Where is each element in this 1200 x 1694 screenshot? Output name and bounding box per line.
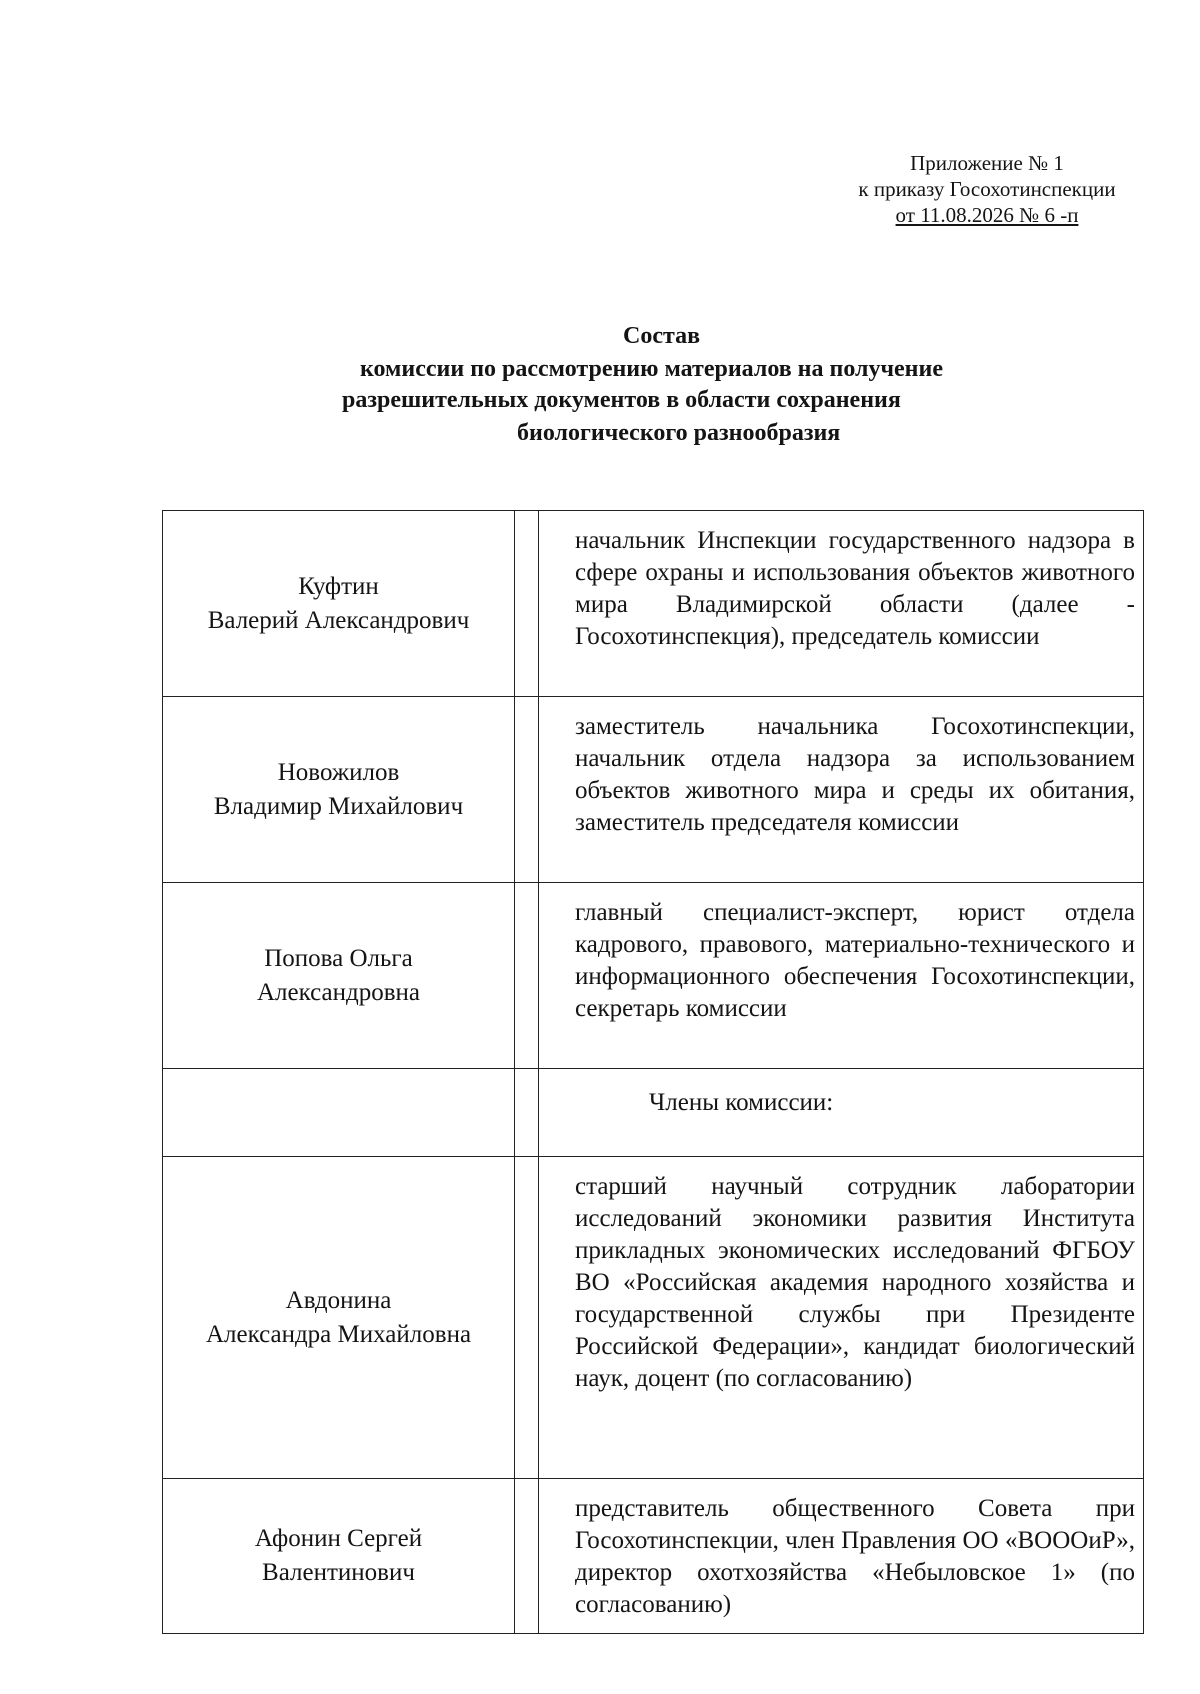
member-name: [163, 1479, 515, 1633]
member-given-names: Владимир Михайлович: [213, 792, 464, 820]
table-row: [163, 1479, 1143, 1633]
title-line-3: разрешительных документов в области сохранения: [342, 387, 901, 413]
table-row: [163, 511, 1143, 697]
appendix-number: Приложение № 1: [910, 151, 1064, 175]
member-name: [163, 1157, 515, 1478]
members-section-label: Члены комиссии:: [649, 1089, 834, 1116]
member-surname: Авдонина: [285, 1286, 392, 1314]
table-divider-column: [515, 1157, 539, 1478]
member-description: заместитель начальника Госохотинспекции, начальник отдела надзора за использованием объектов животного мира и среды их обитания, заместитель председателя комиссии: [575, 713, 1135, 836]
appendix-order-date: от 11.08.2026 № 6 -п: [895, 203, 1079, 227]
member-given-names: Александра Михайловна: [205, 1320, 472, 1348]
member-given-names: Валентинович: [262, 1559, 415, 1586]
table-row: [163, 1157, 1143, 1479]
appendix-header: [822, 150, 1152, 228]
member-description: главный специалист-эксперт, юрист отдела кадрового, правового, материально-технического и информационного обеспечения Госохотинспекции, секретарь комиссии: [575, 899, 1135, 1022]
table-divider-column: [515, 697, 539, 882]
member-description: представитель общественного Совета при Госохотинспекции, член Правления ОО «ВОООиР», директор охотхозяйства «Небыловское 1» (по согласованию): [575, 1495, 1135, 1618]
table-row: [163, 697, 1143, 883]
title-line-1: Состав: [623, 323, 701, 349]
member-surname: Новожилов: [277, 758, 400, 786]
empty-name-cell: [163, 1069, 515, 1156]
commission-table: [162, 510, 1144, 1634]
member-surname: Афонин Сергей: [254, 1525, 423, 1552]
table-row-section: [163, 1069, 1143, 1157]
table-divider-column: [515, 883, 539, 1068]
member-given-names: Александровна: [256, 978, 421, 1006]
member-name: [163, 697, 515, 882]
table-divider-column: [515, 511, 539, 696]
member-description: старший научный сотрудник лаборатории исследований экономики развития Института прикладных экономических исследований ФГБОУ ВО «Российская академия народного хозяйства и государственной службы при Президенте Российской Федерации», кандидат биологический наук, доцент (по согласованию): [575, 1173, 1135, 1392]
title-line-2: комиссии по рассмотрению материалов на получение: [360, 356, 943, 382]
table-divider-column: [515, 1479, 539, 1633]
table-divider-column: [515, 1069, 539, 1156]
member-surname: Куфтин: [298, 572, 379, 600]
appendix-order-ref: к приказу Госохотинспекции: [858, 177, 1116, 201]
member-given-names: Валерий Александрович: [207, 606, 470, 634]
member-name: [163, 883, 515, 1068]
member-description: начальник Инспекции государственного надзора в сфере охраны и использования объектов животного мира Владимирской области (далее - Госохотинспекция), председатель комиссии: [575, 527, 1135, 650]
title-line-4: биологического разнообразия: [517, 420, 841, 446]
member-name: [163, 511, 515, 696]
member-surname: Попова Ольга: [264, 944, 413, 972]
table-row: [163, 883, 1143, 1069]
